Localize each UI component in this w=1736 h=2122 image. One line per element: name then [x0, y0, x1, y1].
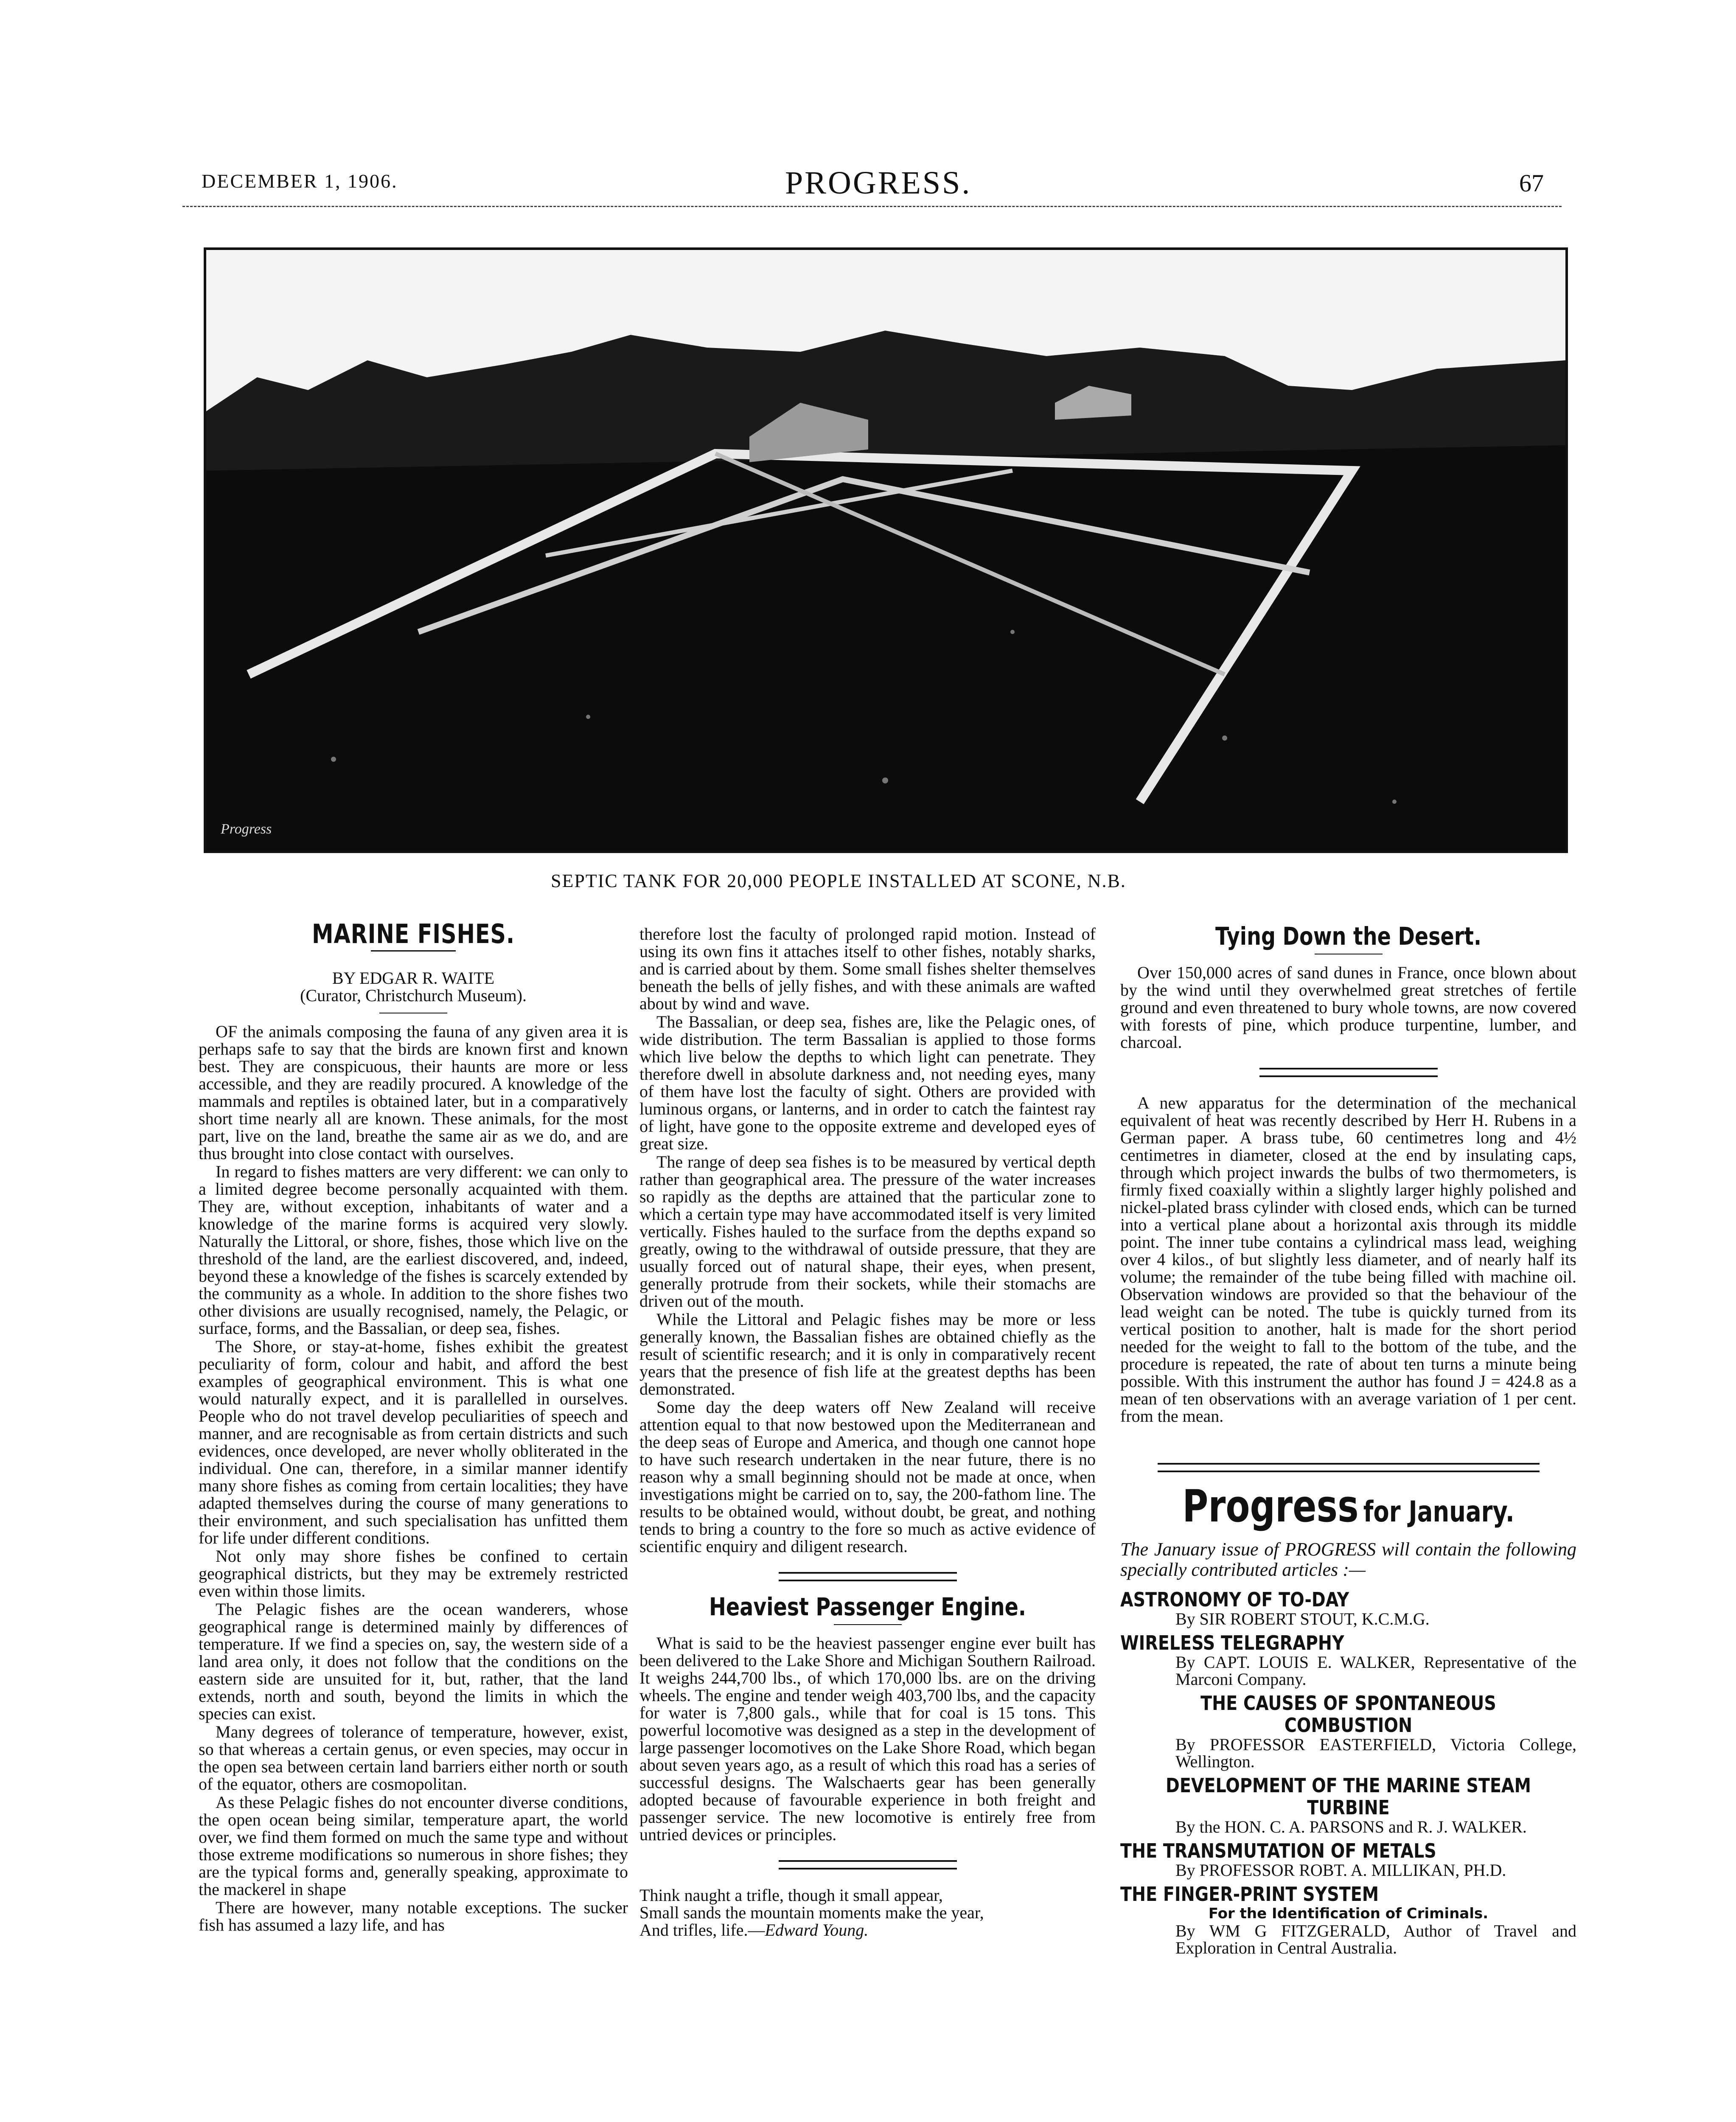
marine-paragraph: therefore lost the faculty of prolonged rapid motion. Instead of using its own fins it attaches itself to other fishes, notably sharks, and is carried about by them. Some small fishes shelter themselves beneath the bells of jelly fishes, and with these animals are wafted about by wind and wave. — [639, 924, 1096, 1013]
masthead-title: PROGRESS. — [785, 165, 972, 201]
desert-paragraph: Over 150,000 acres of sand dunes in France, once blown about by the wind until they overwhelmed great stretches of fertile ground and even threatened to bury whole towns, are now covered with forests of pine, which produce turpentine, lumber, and charcoal. — [1120, 963, 1576, 1052]
marine-title: MARINE FISHES. — [312, 918, 515, 949]
progress-january-heading — [1166, 1480, 1531, 1532]
article-title: THE CAUSES OF SPONTANEOUS COMBUSTION — [1200, 1692, 1496, 1737]
section-divider — [779, 1572, 957, 1581]
marine-paragraph: The Bassalian, or deep sea, fishes are, like the Pelagic ones, of wide distribution. The term Bassalian is applied to those forms which live below the depths to which light can penetrate. They therefore dwell in absolute darkness and, not needing eyes, many of them have lost the faculty of sight. Others are provided with luminous organs, or lanterns, and in order to catch the faintest ray of light, have gone to the opposite extreme and developed eyes of great size. — [639, 1012, 1096, 1153]
photo-illustration — [206, 250, 1565, 850]
header-rule — [182, 206, 1562, 207]
engine-paragraph: What is said to be the heaviest passenger engine ever built has been delivered to the Lake Shore and Michigan Southern Railroad. It weighs 244,700 lbs., of which 170,000 lbs. are on the driving wheels. The engine and tender weigh 403,700 lbs, and the capacity for water is 7,800 gals., while that for coal is 15 tons. This powerful locomotive was designed as a step in the development of large passenger locomotives on the Lake Shore Road, which began about seven years ago, as a result of which this road has a series of successful designs. The Walschaerts gear has been generally adopted because of favourable experience in both freight and passenger service. The new locomotive is entirely free from untried devices or principles. — [639, 1634, 1096, 1844]
septic-tank-photo — [204, 247, 1568, 853]
january-intro: The January issue of PROGRESS will contain the following specially contributed articles :— — [1120, 1539, 1576, 1580]
section-divider — [1259, 1068, 1438, 1077]
column-1 — [199, 918, 628, 1934]
marine-paragraph: Not only may shore fishes be confined to certain geographical districts, but they may be extremely restricted even within those limits. — [199, 1547, 628, 1600]
marine-paragraph: The range of deep sea fishes is to be measured by vertical depth rather than geographical area. The pressure of the water increases so rapidly as the depths are attained that the particular zone to which a certain type may have accommodated itself is very limited vertically. Fishes hauled to the surface from the depths expand so greatly, owing to the withdrawal of outside pressure, that they are usually forced out of natural shape, their eyes, when present, generally protrude from their sockets, while their stomachs are driven out of the mouth. — [639, 1152, 1096, 1311]
heading-for-january: for January. — [1363, 1495, 1514, 1529]
article-title: ASTRONOMY OF TO-DAY — [1120, 1588, 1349, 1611]
quote-block — [639, 1886, 1096, 1939]
photo-caption: SEPTIC TANK FOR 20,000 PEOPLE INSTALLED AT SCONE, N.B. — [551, 870, 1126, 891]
article-title: THE TRANSMUTATION OF METALS — [1120, 1839, 1436, 1862]
heading-progress: Progress — [1182, 1480, 1359, 1532]
marine-paragraph: As these Pelagic fishes do not encounter diverse conditions, the open ocean being similar, temperature apart, the world over, we find them formed on much the same type and without those extreme modifications so numerous in shore fishes; they are the typical forms and, generally speaking, approximate to the mackerel in shape — [199, 1793, 628, 1899]
marine-paragraph: The Pelagic fishes are the ocean wanderers, whose geographical range is determined mainly by differences of temperature. If we find a species on, say, the western side of a land area only, it does not follow that the conditions on the eastern side are unsuited for it, but, rather, that the land extends, north and south, beyond the limits in which the species can exist. — [199, 1600, 628, 1723]
marine-paragraph: OF the animals composing the fauna of any given area it is perhaps safe to say that the birds are known first and known best. They are conspicuous, their haunts are more or less accessible, and they are readily procured. A knowledge of the mammals and reptiles is obtained later, but in a comparatively short time nearly all are known. These animals, for the most part, live on the land, breathe the same air as we do, and are thus brought into close contact with ourselves. — [199, 1022, 628, 1163]
desert-title: Tying Down the Desert. — [1215, 922, 1482, 951]
marine-paragraph: There are however, many notable exceptions. The sucker fish has assumed a lazy life, and has — [199, 1898, 628, 1934]
marine-paragraph: While the Littoral and Pelagic fishes may be more or less generally known, the Bassalian fishes are obtained chiefly as the result of scientific research; and it is only in comparatively recent years that the presence of fish life at the greatest depths has been demonstrated. — [639, 1310, 1096, 1398]
article-byline: By SIR ROBERT STOUT, K.C.M.G. — [1175, 1609, 1430, 1628]
marine-paragraph: The Shore, or stay-at-home, fishes exhibit the greatest peculiarity of form, colour and habit, and afford the best examples of geographical environment. This is what one would naturally expect, and it is parallelled in ourselves. People who do not travel develop peculiarities of speech and manner, and are recognisable as from certain districts and such evidences, once developed, are never wholly obliterated in the individual. One can, therefore, in a similar manner identify many shore fishes as coming from certain localities; they have adapted themselves during the course of many generations to their environment, and such specialisation has unfitted them for life under different conditions. — [199, 1337, 628, 1547]
article-byline: By PROFESSOR EASTERFIELD, Victoria College, Wellington. — [1175, 1735, 1576, 1771]
column-3 — [1120, 922, 1576, 1960]
marine-paragraph: In regard to fishes matters are very different: we can only to a limited degree become personally acquainted with them. They are, without exception, inhabitants of water and a knowledge of the marine forms is acquired very slowly. Naturally the Littoral, or shore, fishes, those which live on the threshold of the land, are the earliest discovered, and, indeed, beyond these a knowledge of the fishes is scarcely extended by the community as a whole. In addition to the shore fishes two other divisions are usually recognised, namely, the Pelagic, or surface, forms, and the Bassalian, or deep sea, fishes. — [199, 1162, 628, 1338]
article-byline: By PROFESSOR ROBT. A. MILLIKAN, PH.D. — [1175, 1861, 1506, 1880]
quote-line: Think naught a trifle, though it small appear, — [639, 1886, 943, 1905]
marine-paragraph: Some day the deep waters off New Zealand will receive attention equal to that now bestowed upon the Mediterranean and the deep seas of Europe and America, and though one cannot hope to have such research undertaken in the near future, there is no reason why a small beginning should not be made at once, when investigations might be carried on to, say, the 200-fathom line. The results to be obtained would, without doubt, be great, and nothing tends to bring a country to the fore so much as active evidence of scientific enquiry and diligent research. — [639, 1398, 1096, 1556]
quote-line: And trifles, life.— — [639, 1920, 765, 1940]
engine-title: Heaviest Passenger Engine. — [709, 1592, 1026, 1621]
marine-affiliation: (Curator, Christchurch Museum). — [300, 986, 527, 1005]
article-byline: By WM G FITZGERALD, Author of Travel and Exploration in Central Australia. — [1175, 1921, 1576, 1957]
title-ornament — [371, 950, 456, 952]
title-rule — [834, 1624, 902, 1625]
apparatus-paragraph: A new apparatus for the determination of the mechanical equivalent of heat was recently described by Herr H. Rubens in a German paper. A brass tube, 60 centimetres long and 4½ centimetres in diameter, closed at the end by insulating caps, through which project inwards the bulbs of two thermometers, is firmly fixed coaxially within a slightly larger highly polished and nickel-plated brass cylinder with closed ends, which can be turned into a vertical plane about a horizontal axis through its middle point. The inner tube contains a cylindrical mass lead, weighing over 4 kilos., of but slightly less diameter, and of nearly half its volume; the remainder of the tube being filled with machine oil. Observation windows are provided so that the behaviour of the lead weight can be noted. The tube is quickly turned from its vertical position to another, halt is made for the short period needed for the weight to fall to the bottom of the tube, and the procedure is repeated, the rate of about ten turns a minute being possible. With this instrument the author has found J = 424.8 as a mean of ten observations with an average variation of 1 per cent. from the mean. — [1120, 1093, 1576, 1426]
section-divider — [779, 1860, 957, 1869]
article-byline: By the HON. C. A. PARSONS and R. J. WALKER. — [1175, 1817, 1527, 1836]
marine-paragraph: Many degrees of tolerance of temperature, however, exist, so that whereas a certain genus, or even species, may occur in the open sea between certain land barriers either north or south of the equator, others are cosmopolitan. — [199, 1722, 628, 1794]
article-byline: By CAPT. LOUIS E. WALKER, Representative of the Marconi Company. — [1175, 1653, 1576, 1689]
article-title: THE FINGER-PRINT SYSTEM — [1120, 1883, 1379, 1906]
article-title: WIRELESS TELEGRAPHY — [1120, 1631, 1344, 1654]
article-subtitle: For the Identification of Criminals. — [1208, 1905, 1489, 1922]
page-number: 67 — [1519, 169, 1544, 197]
quote-line: Small sands the mountain moments make the year, — [639, 1903, 984, 1922]
marine-byline: BY EDGAR R. WAITE — [332, 968, 495, 988]
issue-date: DECEMBER 1, 1906. — [202, 170, 398, 192]
column-2 — [639, 925, 1096, 1939]
article-title: DEVELOPMENT OF THE MARINE STEAM TURBINE — [1165, 1774, 1531, 1819]
quote-author: Edward Young. — [765, 1920, 869, 1940]
section-divider — [1158, 1463, 1540, 1472]
photo-credit: Progress — [221, 821, 272, 837]
